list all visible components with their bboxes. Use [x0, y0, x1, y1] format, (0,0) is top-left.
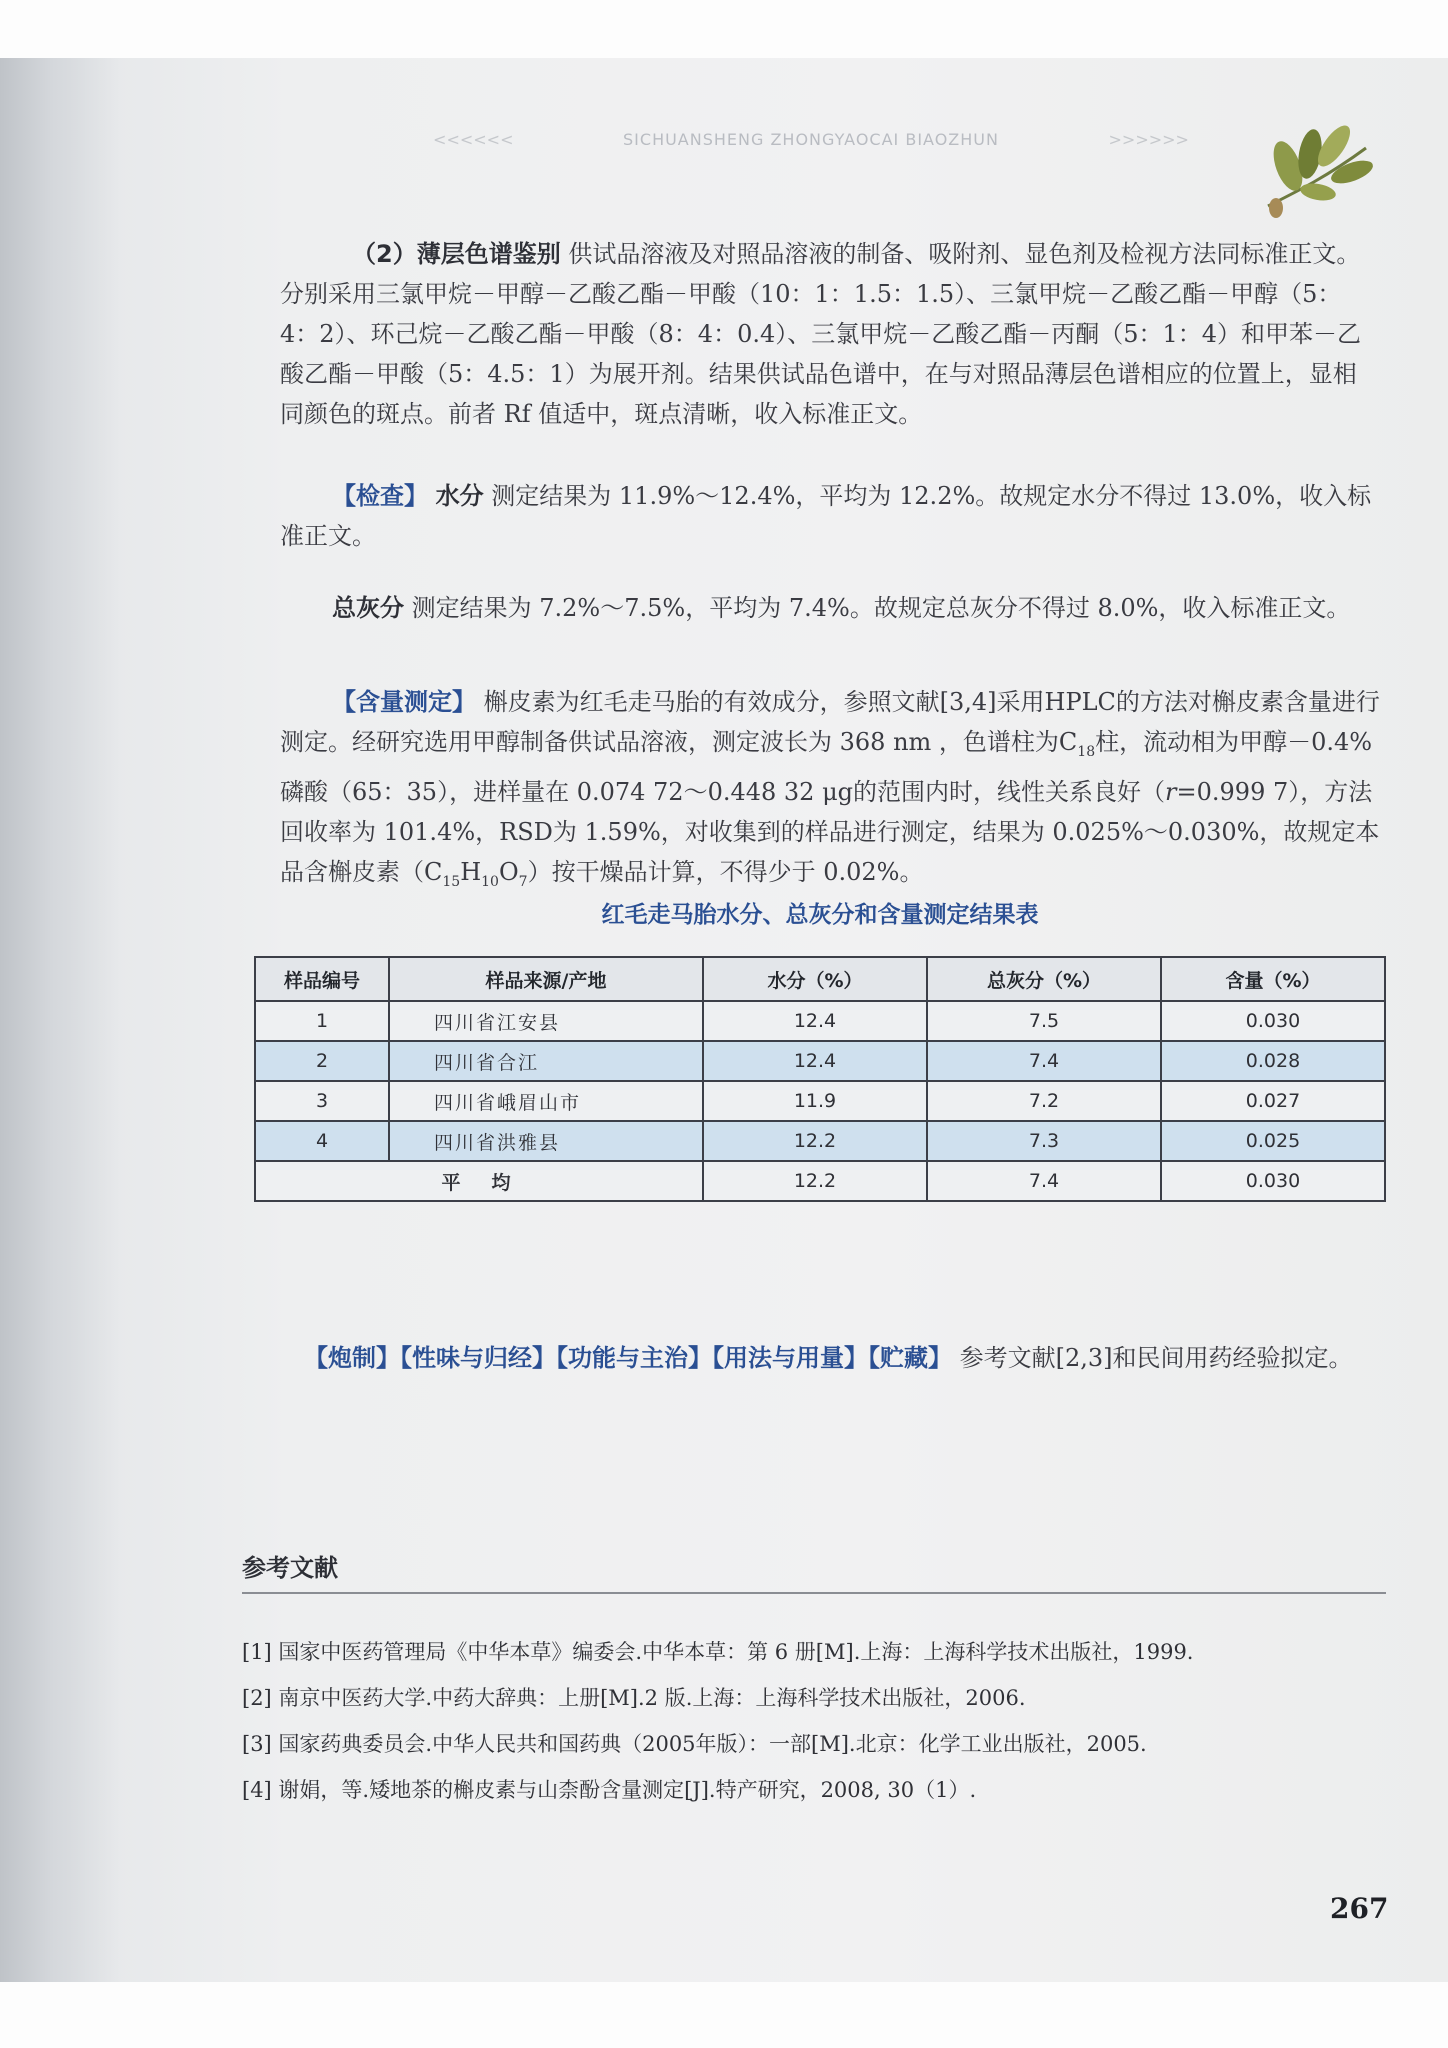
references-heading: 参考文献: [242, 1554, 338, 1582]
col-header-moisture: 水分（%）: [703, 957, 927, 1001]
tlc-text: 供试品溶液及对照品溶液的制备、吸附剂、显色剂及检视方法同标准正文。分别采用三氯甲烷－甲醇－乙酸乙酯－甲酸（10：1：1.5：1.5）、三氯甲烷－乙酸乙酯－甲醇（5：4：2）、环己烷－乙酸乙酯－甲酸（8：4：0.4）、三氯甲烷－乙酸乙酯－丙酮（5：1：4）和甲苯－乙酸乙酯－甲酸（5：4.5：1）为展开剂。结果供试品色谱中，在与对照品薄层色谱相应的位置上，显相同颜色的斑点。前者 Rf 值适中，斑点清晰，收入标准正文。: [280, 240, 1362, 428]
r-symbol: r: [1165, 777, 1177, 806]
cell-moisture: 12.4: [703, 1041, 927, 1081]
cell-source: 四川省合江: [389, 1041, 703, 1081]
moisture-subheading: 水分: [435, 482, 484, 510]
leaf-branch-icon: [1248, 96, 1378, 226]
assay-text-3: =0.999 7），方法回收率为 101.4%，RSD为 1.59%，对收集到的样品进行测定，结果为 0.025%～0.030%，故规定本品含槲皮素（C: [280, 777, 1380, 886]
results-table: [254, 956, 1386, 1202]
tlc-heading: （2）薄层色谱鉴别: [352, 240, 561, 268]
closing-text: 参考文献[2,3]和民间用药经验拟定。: [959, 1344, 1353, 1372]
table-row: [255, 1001, 1385, 1041]
table-title: 红毛走马胎水分、总灰分和含量测定结果表: [601, 902, 1039, 928]
formula-c-sub: 15: [442, 873, 461, 890]
cell-average-moisture: 12.2: [703, 1161, 927, 1201]
reference-item: [3] 国家药典委员会.中华人民共和国药典（2005年版）：一部[M].北京：化学工业出版社，2005.: [242, 1732, 1147, 1756]
running-title: SICHUANSHENG ZHONGYAOCAI BIAOZHUN: [623, 130, 999, 149]
running-header: [296, 130, 1326, 149]
cell-sample-no: 1: [255, 1001, 389, 1041]
cell-content: 0.027: [1161, 1081, 1385, 1121]
col-header-content: 含量（%）: [1161, 957, 1385, 1001]
ash-paragraph: [280, 588, 1380, 628]
header-left-marks: <<<<<<: [433, 130, 514, 149]
cell-moisture: 12.2: [703, 1121, 927, 1161]
cell-ash: 7.5: [927, 1001, 1161, 1041]
page-binding-shadow: [0, 58, 120, 1982]
assay-paragraph: [280, 682, 1380, 902]
cell-average-content: 0.030: [1161, 1161, 1385, 1201]
cell-content: 0.025: [1161, 1121, 1385, 1161]
assay-heading: 【含量测定】: [332, 688, 476, 716]
book-page: [0, 58, 1448, 1982]
col-header-source: 样品来源/产地: [389, 957, 703, 1001]
page-number: 267: [1330, 1892, 1389, 1925]
tlc-paragraph: [280, 234, 1380, 434]
cell-sample-no: 3: [255, 1081, 389, 1121]
cell-content: 0.030: [1161, 1001, 1385, 1041]
assay-text-4: ）按干燥品计算，不得少于 0.02%。: [527, 857, 924, 886]
cell-moisture: 11.9: [703, 1081, 927, 1121]
table-row: [255, 1081, 1385, 1121]
col-header-sample-no: 样品编号: [255, 957, 389, 1001]
cell-source: 四川省峨眉山市: [389, 1081, 703, 1121]
check-heading: 【检查】: [332, 482, 428, 510]
table-header-row: [255, 957, 1385, 1001]
formula-h: H: [460, 857, 482, 886]
header-right-marks: >>>>>>: [1108, 130, 1189, 149]
references-divider: [242, 1592, 1386, 1594]
cell-source: 四川省江安县: [389, 1001, 703, 1041]
cell-ash: 7.2: [927, 1081, 1161, 1121]
cell-average-label: 平 均: [255, 1161, 703, 1201]
assay-text-1: 槲皮素为红毛走马胎的有效成分，参照文献[3,4]采用HPLC的方法对槲皮素含量进行测定。经研究选用甲醇制备供试品溶液，测定波长为 368 nm ，色谱柱为C: [280, 688, 1380, 756]
formula-o: O: [498, 857, 519, 886]
cell-average-ash: 7.4: [927, 1161, 1161, 1201]
formula-o-sub: 7: [518, 873, 528, 890]
cell-moisture: 12.4: [703, 1001, 927, 1041]
check-text: 测定结果为 11.9%～12.4%，平均为 12.2%。故规定水分不得过 13.0%，收入标准正文。: [280, 482, 1372, 550]
cell-sample-no: 4: [255, 1121, 389, 1161]
closing-paragraph: [248, 1338, 1388, 1378]
cell-source: 四川省洪雅县: [389, 1121, 703, 1161]
table-row: [255, 1041, 1385, 1081]
cell-ash: 7.4: [927, 1041, 1161, 1081]
reference-item: [4] 谢娟，等.矮地茶的槲皮素与山柰酚含量测定[J].特产研究，2008, 30（1）.: [242, 1778, 977, 1802]
table-row: [255, 1121, 1385, 1161]
cell-sample-no: 2: [255, 1041, 389, 1081]
column-subscript: 18: [1077, 743, 1096, 760]
check-paragraph: [280, 476, 1380, 556]
cell-ash: 7.3: [927, 1121, 1161, 1161]
col-header-ash: 总灰分（%）: [927, 957, 1161, 1001]
cell-content: 0.028: [1161, 1041, 1385, 1081]
table-average-row: [255, 1161, 1385, 1201]
closing-heading: 【炮制】【性味与归经】【功能与主治】【用法与用量】【贮藏】: [304, 1344, 952, 1372]
ash-heading: 总灰分: [332, 594, 404, 622]
reference-item: [1] 国家中医药管理局《中华本草》编委会.中华本草：第 6 册[M].上海：上海科学技术出版社，1999.: [242, 1640, 1194, 1664]
assay-text-2: 柱，流动相为甲醇－0.4%磷酸（65：35），进样量在 0.074 72～0.448 32 μg的范围内时，线性关系良好（: [280, 728, 1373, 806]
ash-text: 测定结果为 7.2%～7.5%，平均为 7.4%。故规定总灰分不得过 8.0%，收入标准正文。: [411, 594, 1351, 622]
reference-item: [2] 南京中医药大学.中药大辞典：上册[M].2 版.上海：上海科学技术出版社，2006.: [242, 1686, 1026, 1710]
formula-h-sub: 10: [481, 873, 499, 890]
